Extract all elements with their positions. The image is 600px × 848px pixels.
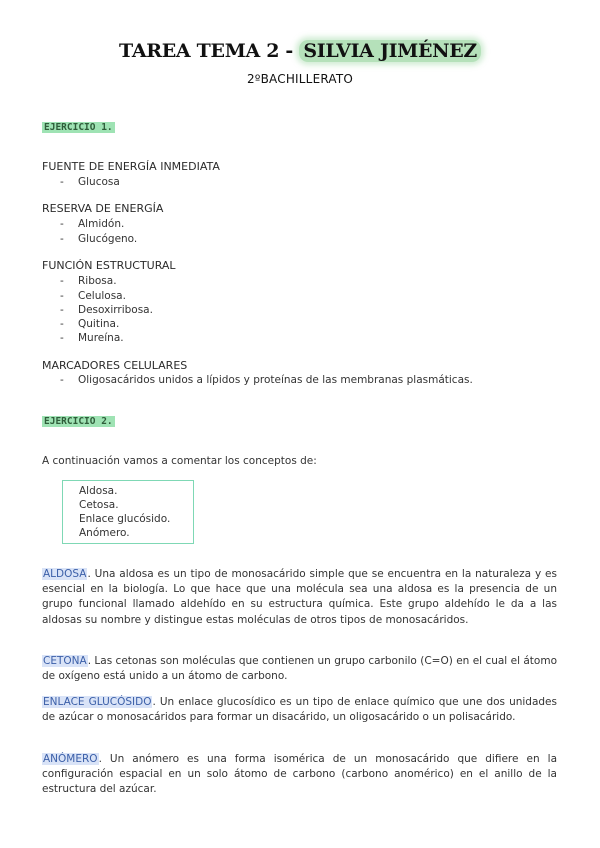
list-item: - Ribosa. xyxy=(60,275,117,287)
list-item: - Glucógeno. xyxy=(60,233,138,245)
intro-text: A continuación vamos a comentar los conceptos de: xyxy=(42,455,317,467)
term-highlight: ANÓMERO xyxy=(43,753,98,765)
list-item: Anómero. xyxy=(79,527,130,539)
term-highlight: CETONA xyxy=(43,655,87,667)
definition-cetona: CETONA. Las cetonas son moléculas que contienen un grupo carbonilo (C=O) en el cual el átomo de oxígeno está unido a un átomo de carbono. xyxy=(42,655,557,683)
list-item: - Oligosacáridos unidos a lípidos y proteínas de las membranas plasmáticas. xyxy=(60,374,473,386)
exercise-1-label: EJERCICIO 1. xyxy=(44,122,113,133)
list-item: - Mureína. xyxy=(60,332,124,344)
list-item: Cetosa. xyxy=(79,499,119,511)
page-subtitle: 2ºBACHILLERATO xyxy=(246,72,354,86)
definition-enlace-glucosido: ENLACE GLUCÓSIDO. Un enlace glucosídico es un tipo de enlace químico que une dos unidades de azúcar o monosacáridos para formar un disacárido, un oligosacárido o un polisacárido. xyxy=(42,696,557,724)
page-title xyxy=(0,40,600,62)
section-heading: FUNCIÓN ESTRUCTURAL xyxy=(42,259,176,272)
section-heading: MARCADORES CELULARES xyxy=(42,359,188,372)
section-heading: FUENTE DE ENERGÍA INMEDIATA xyxy=(42,160,220,173)
list-item: - Celulosa. xyxy=(60,290,126,302)
concept-list-box xyxy=(62,480,194,544)
list-item: - Quitina. xyxy=(60,318,120,330)
exercise-2-label: EJERCICIO 2. xyxy=(44,416,113,427)
list-item: - Glucosa xyxy=(60,176,120,188)
term-highlight: ENLACE GLUCÓSIDO xyxy=(43,696,152,708)
list-item: Enlace glucósido. xyxy=(79,513,171,525)
list-item: - Desoxirribosa. xyxy=(60,304,153,316)
title-prefix: TAREA TEMA 2 - xyxy=(119,40,300,62)
list-item: - Almidón. xyxy=(60,218,125,230)
section-heading: RESERVA DE ENERGÍA xyxy=(42,202,164,215)
definition-anomero: ANÓMERO. Un anómero es una forma isomérica de un monosacárido que difiere en la configuración espacial en un solo átomo de carbono (carbono anomérico) en el anillo de la estructura del azúcar. xyxy=(42,753,557,796)
term-highlight: ALDOSA xyxy=(43,568,87,580)
definition-aldosa: ALDOSA. Una aldosa es un tipo de monosacárido simple que se encuentra en la naturaleza y es esencial en la biología. Lo que hace que una molécula sea una aldosa es la presencia de un grupo funcional llamado aldehído en su estructura química. Este grupo aldehído le da a las aldosas su nombre y distingue estas moléculas de otros tipos de monosacáridos. xyxy=(42,568,557,626)
list-item: Aldosa. xyxy=(79,485,118,497)
title-name-highlight: SILVIA JIMÉNEZ xyxy=(299,40,481,62)
